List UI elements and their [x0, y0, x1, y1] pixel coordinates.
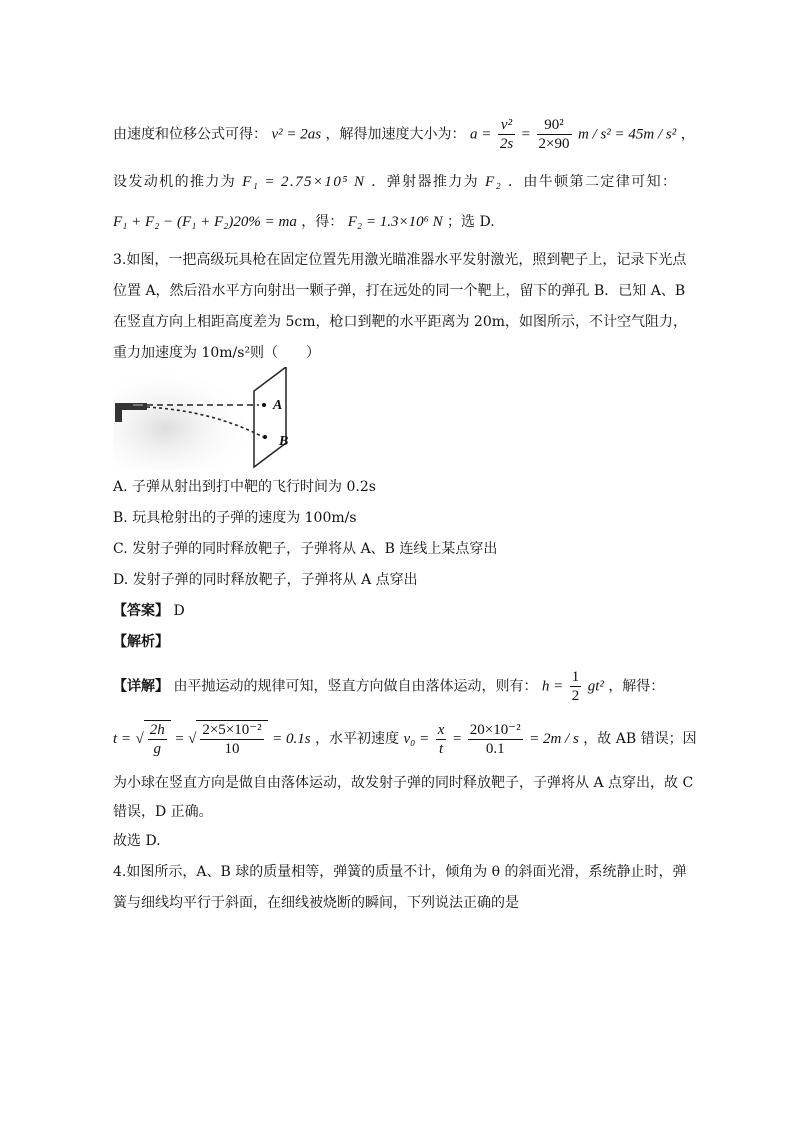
text-span: ，故 AB 错误；因 [583, 731, 697, 747]
answer-value: D [173, 603, 185, 619]
text-span: ．弹射器推力为 [371, 174, 480, 190]
text-span: 由平抛运动的规律可知，竖直方向做自由落体运动，则有： [173, 678, 538, 695]
label-b: B [279, 434, 289, 449]
fraction-denominator: 0.1 [485, 740, 505, 757]
option-d: D. 发射子弹的同时释放靶子，子弹将从 A 点穿出 [113, 572, 418, 588]
fraction-denominator: 2 [571, 688, 580, 704]
fraction-denominator: 2s [499, 136, 514, 152]
text-span: ，水平初速度 [315, 731, 400, 747]
question-3-line-3: 在竖直方向上相距高度差为 5cm，枪口到靶的水平距离为 20m，如图所示，不计空气阻力， [113, 314, 688, 330]
gun-target-figure [113, 367, 303, 469]
question-3-line-2: 位置 A，然后沿水平方向射出一颗子弹，打在远处的同一个靶上，留下的弹孔 B．已知 A、B [113, 283, 686, 299]
square-root: √ $\frac{\text{2×5×10⁻²}}{10}$ [188, 720, 268, 758]
detail-line-3: 为小球在竖直方向是做自由落体运动，故发射子弹的同时释放靶子，子弹将从 A 点穿出，故 C [113, 775, 694, 791]
formula: h = [541, 678, 564, 695]
conclusion-line: 故选 D. [113, 833, 161, 849]
fraction [498, 116, 515, 153]
fraction-numerator: v² [498, 116, 515, 135]
formula: v₀ = [403, 731, 430, 747]
formula: = 0.1s [272, 731, 311, 747]
solution-line-3 [113, 212, 495, 232]
formula: a = [469, 126, 492, 143]
solution-line-2 [113, 172, 677, 192]
fraction-numerator: 90² [537, 116, 572, 135]
detail-line-2: t = √ $\frac{2h}{g}$ = √ $\frac{\text{2×5×10⁻²}}{10}$ = 0.1s ，水平初速度 v₀ = $\frac{x}{t}$ = $\frac{\text{20×10⁻²}}{0.1}$ = 2m / s ，故 AB 错误；因 [113, 721, 697, 757]
text-span: ，得： [301, 214, 344, 230]
formula: F₁ + F₂ − (F₁ + F₂)20% = ma [113, 214, 297, 230]
point-a-marker [262, 403, 266, 407]
formula: t = [113, 731, 132, 747]
detail-label: 【详解】 [113, 678, 169, 695]
fraction-denominator: 2×90 [538, 136, 570, 152]
fraction [200, 721, 263, 758]
analysis-line [113, 632, 169, 652]
fraction-denominator: 10 [224, 741, 240, 757]
text-span: ．由牛顿第二定律可知： [507, 174, 678, 190]
background-haze [113, 367, 263, 469]
fraction [468, 721, 523, 758]
question-4-line-1: 4.如图所示，A、B 球的质量相等，弹簧的质量不计，倾角为 θ 的斜面光滑，系统静止时，弹 [113, 864, 687, 880]
fraction [570, 668, 582, 705]
option-a: A. 子弹从射出到打中靶的飞行时间为 0.2s [113, 479, 376, 495]
fraction-numerator: 2×5×10⁻² [202, 722, 262, 738]
question-3-line-1: 3.如图，一把高级玩具枪在固定位置先用激光瞄准器水平发射激光，照到靶子上，记录下光点 [113, 252, 687, 268]
formula: F₂ [484, 174, 503, 190]
text-span: ， [680, 126, 695, 143]
text-span: ，解得加速度大小为： [325, 126, 466, 143]
formula: m / s² = 45m / s² [577, 126, 677, 143]
label-a: A [273, 398, 283, 413]
fraction-numerator: 1 [571, 669, 580, 685]
text-span: 由速度和位移公式可得： [113, 126, 267, 143]
formula: F₁ = 2.75×10⁵ N [242, 174, 366, 190]
fraction-numerator: 2h [149, 722, 165, 738]
fraction [436, 721, 447, 758]
formula: gt² [587, 678, 604, 695]
formula: F₂ = 1.3×10⁶ N [347, 214, 443, 230]
option-b: B. 玩具枪射出的子弹的速度为 100m/s [113, 510, 357, 526]
fraction [537, 116, 572, 153]
solution-line-1: 由速度和位移公式可得： v² = 2as ，解得加速度大小为： a = $\frac{\text{v²}}{2s}$ = $\frac{\text{90²}}{2\times 90}$ m / s² = 45m / s² ， [113, 117, 695, 152]
fraction-denominator: t [438, 740, 444, 757]
figure-svg [113, 367, 303, 469]
fraction-numerator: 20×10⁻² [469, 721, 521, 738]
question-4-line-2: 簧与细线均平行于斜面，在细线被烧断的瞬间，下列说法正确的是 [113, 895, 519, 911]
question-3-line-4: 重力加速度为 10m/s²则（ ） [113, 345, 321, 361]
fraction [148, 721, 167, 758]
text-span: ；选 D. [447, 214, 495, 230]
text-span: 设发动机的推力为 [113, 174, 237, 190]
point-b-marker [263, 435, 267, 439]
fraction-denominator: g [153, 741, 161, 757]
fraction-numerator: x [437, 721, 445, 738]
square-root: √ $\frac{2h}{g}$ [136, 720, 171, 758]
option-c: C. 发射子弹的同时释放靶子，子弹将从 A、B 连线上某点穿出 [113, 541, 498, 557]
analysis-label: 【解析】 [113, 634, 169, 650]
detail-line-1 [113, 668, 664, 705]
formula: = 2m / s [529, 731, 579, 747]
formula: v² = 2as [271, 126, 322, 143]
text-span: ，解得： [608, 678, 665, 695]
answer-line [113, 601, 185, 621]
detail-line-4: 错误，D 正确。 [113, 804, 213, 820]
answer-label: 【答案】 [113, 603, 169, 619]
